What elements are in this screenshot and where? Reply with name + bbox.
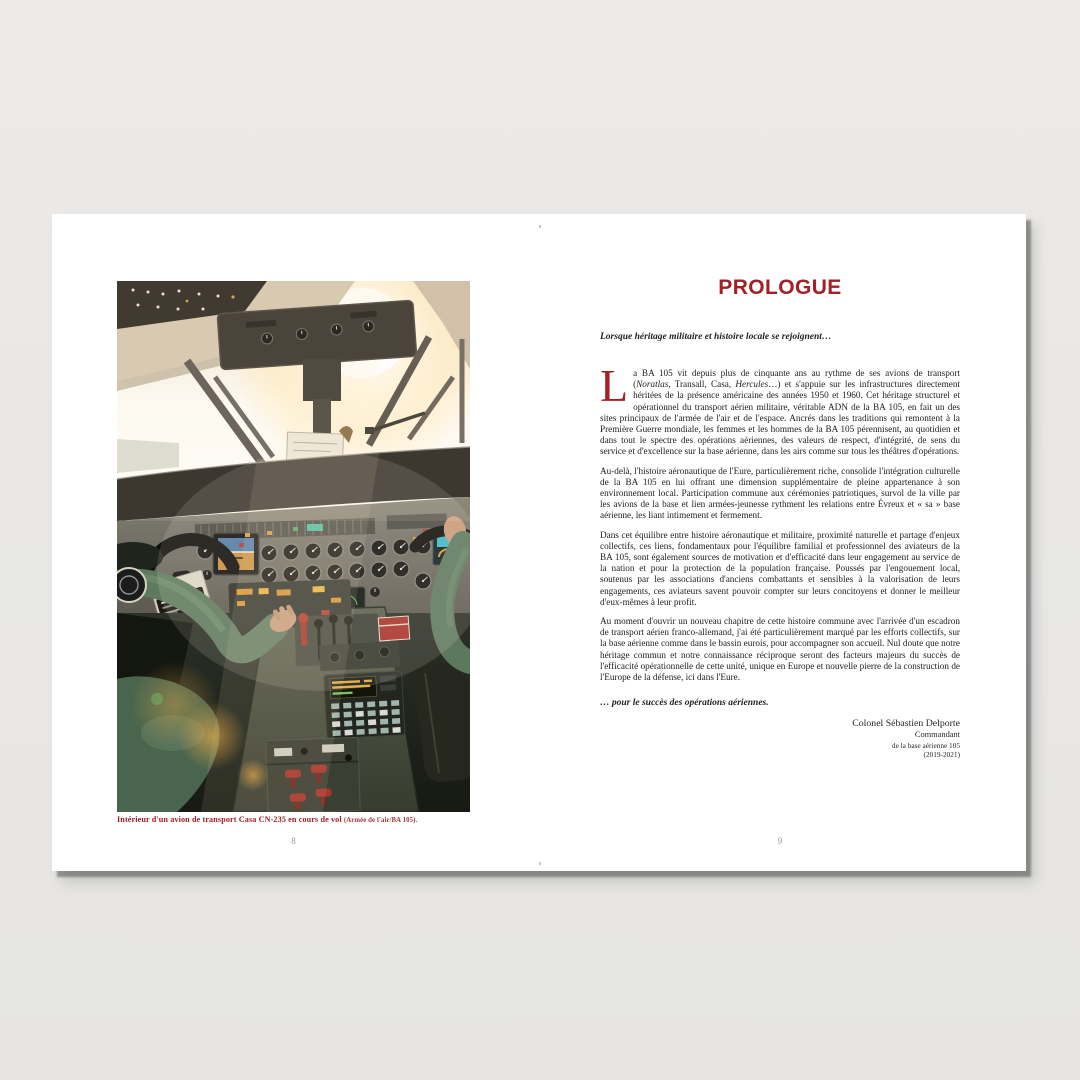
paragraph-1-text: a BA 105 vit depuis plus de cinquante ans au rythme de ses avions de transport ( [633,368,960,390]
signature-unit: de la base aérienne 105 [891,740,960,750]
registration-mark [539,862,541,865]
paragraph-3: Dans cet équilibre entre histoire aéronautique et militaire, proximité naturelle et partage d'enjeux collectifs, ces liens, fondamentaux pour l'équilibre familial et professionnel des aviateurs de la BA 105, sont également sources de motivation et d'efficacité dans leur engagement au service de la nation et pour la protection de la population française. Poussés par l'engouement local, soutenus par les associations d'anciens combattants et sensibles à la valorisation de leurs engagements, ces aviateurs savent pouvoir compter sur leurs concitoyens et donner le meilleur d'eux-mêmes à leur profit. [600,529,960,607]
paragraph-1-text: , Transall, Casa, [668,379,736,390]
signature-name: Colonel Sébastien Delporte [852,718,960,730]
paragraph-4: Au moment d'ouvrir un nouveau chapitre de cette histoire commune avec l'arrivée d'un escadron de transport aérien franco-allemand, j'ai été particulièrement marqué par les efforts collectifs, sur la base aérienne comme dans le bassin eurois, pour accompagner son accueil. Nul doute que notre héritage commun et notre connaissance réciproque seront des facteurs majeurs du succès de l'efficacité opérationnelle de cette unité, unique en Europe et nouvelle pierre de la construction de l'Europe de la défense, ici dans l'Eure. [600,616,960,683]
drop-cap: L [600,360,629,411]
closing-line: … pour le succès des opérations aériennes. [600,698,769,709]
paragraph-2: Au-delà, l'histoire aéronautique de l'Eure, particulièrement riche, consolide l'intégration culturelle de la BA 105 en lui offrant une dimension supplémentaire de pleine appartenance à son environnement local. Participation commune aux cérémonies patriotiques, survol de la ville par les avions de la base et lien armées-jeunesse rythment les relations entre Évreux et « sa » base aérienne, les liant intimement et fermement. [600,465,960,521]
page-number-left: 8 [291,836,296,846]
paragraph-1-text: …) et s'appuie sur les infrastructures directement héritées de la présence américaine des années 1950 et 1960. Cet héritage structurel et opérationnel du transport aérien militaire, véritable ADN de la BA 105, en fait un des sites principaux de l'armée de l'air et de l'espace. Ancrés dans les traditions qui remontent à la Première Guerre mondiale, les femmes et les hommes de la BA 105 pérennisent, au quotidien et dans tout le spectre des opérations aériennes, des valeurs de respect, d'intégrité, de sens du service et d'excellence sur la base aérienne, dans les airs comme sur tous les théâtres d'opérations. [600,379,960,457]
signature-block [600,718,960,760]
signature-years: (2019-2021) [923,750,960,760]
page-title: PROLOGUE [718,276,842,299]
paragraph-1 [600,360,960,458]
photo-caption [117,815,517,826]
photo-caption-text: Intérieur d'un avion de transport Casa CN-235 en cours de vol [117,815,344,824]
intro-line: Lorsque héritage militaire et histoire locale se rejoignent… [600,332,832,342]
page-number-right: 9 [777,836,783,846]
registration-mark [539,225,541,228]
signature-role: Commandant [914,730,960,740]
cockpit-photo [117,281,470,812]
aircraft-name-italic: Hercules [735,379,769,390]
open-book-spread [52,214,1026,871]
prologue-column [600,276,960,760]
aircraft-name-italic: Noratlas [636,379,669,390]
photo-credit: (Armée de l'air/BA 105). [343,817,418,824]
